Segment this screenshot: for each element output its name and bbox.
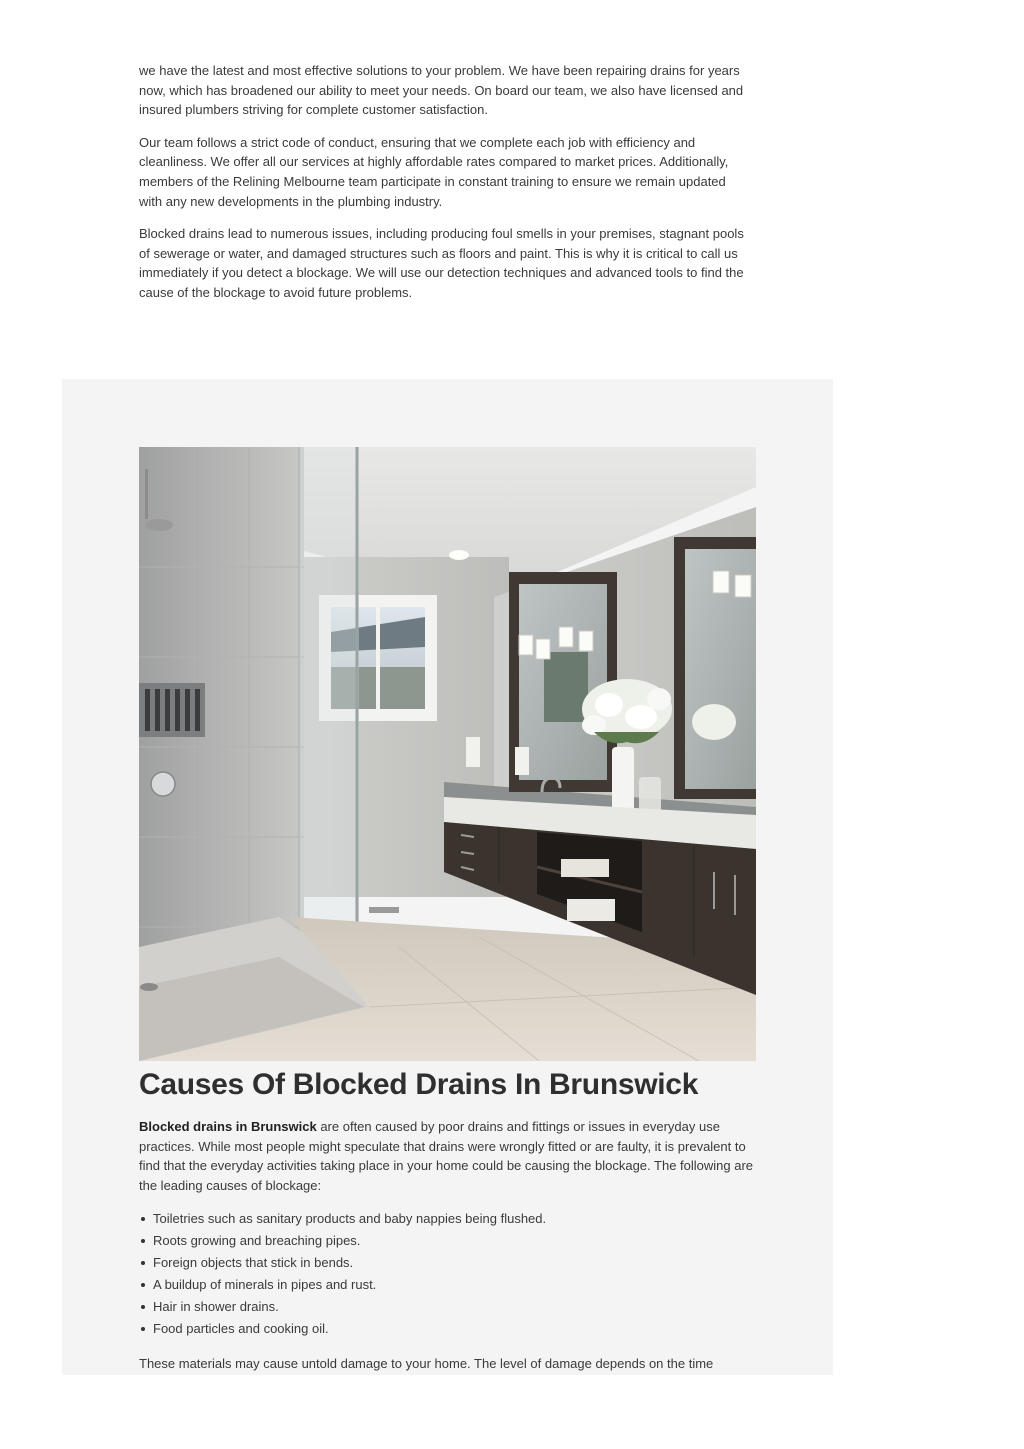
list-item: Toiletries such as sanitary products and baby nappies being flushed. bbox=[153, 1208, 753, 1230]
intro-text bbox=[139, 61, 751, 316]
section-title: Causes Of Blocked Drains In Brunswick bbox=[139, 1068, 699, 1101]
bathroom-photo bbox=[139, 447, 756, 1061]
list-item: Food particles and cooking oil. bbox=[153, 1318, 753, 1340]
list-item: Roots growing and breaching pipes. bbox=[153, 1230, 753, 1252]
list-item: Hair in shower drains. bbox=[153, 1296, 753, 1318]
intro-paragraph-2: Our team follows a strict code of conduct, ensuring that we complete each job with efficiency and cleanliness. We offer all our services at highly affordable rates compared to market prices. Additionally, members of the Relining Melbourne team participate in constant training to ensure we remain updated with any new developments in the plumbing industry. bbox=[139, 134, 729, 209]
intro-paragraph-3: Blocked drains lead to numerous issues, including producing foul smells in your premises, stagnant pools of sewerage or water, and damaged structures such as floors and paint. This is why it is critical to call us immediately if you detect a blockage. We will use our detection techniques and advanced tools to find the cause of the blockage to avoid future problems. bbox=[139, 226, 744, 300]
closing-paragraph: These materials may cause untold damage to your home. The level of damage depends on the time bbox=[139, 1356, 714, 1372]
causes-list bbox=[139, 1208, 753, 1340]
list-item: Foreign objects that stick in bends. bbox=[153, 1252, 753, 1274]
intro-paragraph-1: we have the latest and most effective solutions to your problem. We have been repairing drains for years now, which has broadened our ability to meet your needs. On board our team, we also have licensed and insured plumbers striving for complete customer satisfaction. bbox=[139, 63, 744, 118]
lead-bold-phrase: Blocked drains in Brunswick bbox=[139, 1119, 317, 1134]
lead-paragraph bbox=[139, 1117, 753, 1195]
list-item: A buildup of minerals in pipes and rust. bbox=[153, 1274, 753, 1296]
lead-paragraph-text: are often caused by poor drains and fittings or issues in everyday use practices. While most people might speculate that drains were wrongly fitted or are faulty, it is prevalent to find that the everyday activities taking place in your home could be causing the blockage. The following are the leading causes of blockage: bbox=[139, 1119, 754, 1193]
causes-section bbox=[62, 379, 833, 1375]
section-body bbox=[139, 1117, 753, 1375]
